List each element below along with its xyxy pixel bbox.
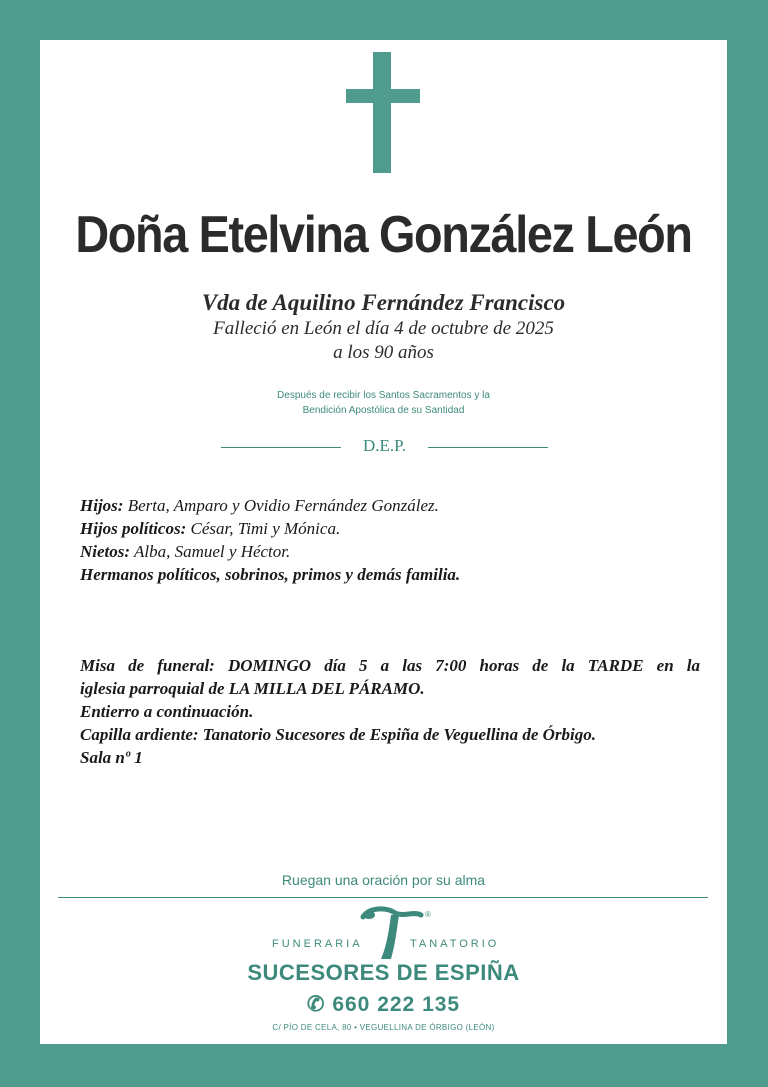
company-address: C/ PÍO DE CELA, 80 • VEGUELLINA DE ÓRBIGO (LEÓN)	[272, 1023, 495, 1032]
phone-icon: ✆	[306, 993, 326, 1016]
deceased-name: Doña Etelvina González León	[75, 206, 692, 264]
room-line: Sala nº 1	[80, 748, 143, 767]
funeraria-logo-icon	[355, 905, 435, 963]
inlaws-line	[80, 519, 700, 539]
funeraria-label: FUNERARIA	[272, 938, 363, 950]
children-label: Hijos:	[80, 496, 124, 515]
funeral-mass-line-2: iglesia parroquial de LA MILLA DEL PÁRAMO.	[80, 679, 425, 698]
phone-text: 660 222 135	[332, 993, 461, 1016]
phone-number	[40, 992, 727, 1017]
dep-divider	[221, 436, 548, 456]
children-names: Berta, Amparo y Ovidio Fernández González.	[123, 496, 439, 515]
sacraments-line-2: Bendición Apostólica de su Santidad	[302, 405, 465, 416]
widow-of-line: Vda de Aquilino Fernández Francisco	[201, 290, 566, 315]
registered-mark: ®	[425, 910, 431, 919]
company-name: SUCESORES DE ESPIÑA	[247, 960, 520, 985]
grandchildren-names: Alba, Samuel y Héctor.	[130, 542, 291, 561]
death-date-line: Falleció en León el día 4 de octubre de 2025	[213, 318, 554, 339]
funeral-mass-line-1: Misa de funeral: DOMINGO día 5 a las 7:00 horas de la TARDE en la	[80, 656, 700, 675]
sacraments-line-1: Después de recibir los Santos Sacramentos y la	[277, 390, 490, 401]
age-line: a los 90 años	[333, 342, 434, 363]
inlaws-names: César, Timi y Mónica.	[186, 519, 341, 538]
prayer-request: Ruegan una oración por su alma	[281, 872, 486, 888]
other-family-line: Hermanos políticos, sobrinos, primos y demás familia.	[80, 565, 461, 584]
grandchildren-label: Nietos:	[80, 542, 131, 561]
footer-rule	[58, 897, 708, 898]
inlaws-label: Hijos políticos:	[80, 519, 187, 538]
chapel-line: Capilla ardiente: Tanatorio Sucesores de Espiña de Veguellina de Órbigo.	[80, 725, 597, 744]
grandchildren-line	[80, 542, 700, 562]
dep-rule-right	[428, 447, 548, 448]
burial-line: Entierro a continuación.	[80, 702, 254, 721]
children-line	[80, 496, 700, 516]
tanatorio-label: TANATORIO	[410, 938, 500, 950]
dep-text: D.E.P.	[363, 436, 406, 455]
